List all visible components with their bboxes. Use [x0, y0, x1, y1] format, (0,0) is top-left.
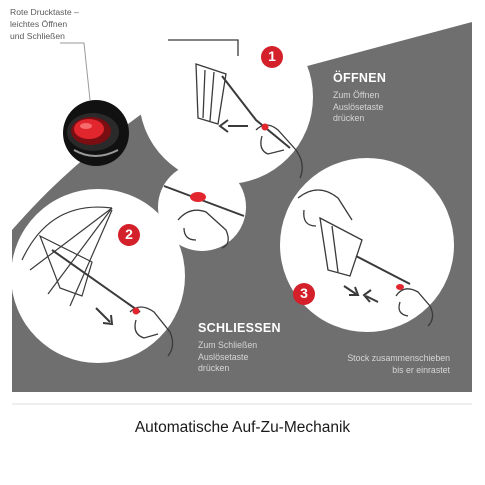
push-button-icon	[63, 100, 129, 166]
step-3-desc-line-2: bis er einrastet	[392, 364, 450, 375]
callout-line-1: Rote Drucktaste –	[10, 7, 79, 17]
step-3-description	[300, 353, 450, 376]
step-1-desc-line-3: drücken	[333, 113, 365, 123]
step-1-title: ÖFFNEN	[333, 71, 387, 85]
step-1-desc-line-1: Zum Öffnen	[333, 90, 380, 100]
step-1-number: 1	[268, 48, 276, 64]
callout-line-2: leichtes Öffnen	[10, 19, 68, 29]
step-1-description	[333, 90, 383, 125]
callout-text	[10, 6, 79, 42]
caption: Automatische Auf-Zu-Mechanik	[134, 419, 351, 436]
callout-line-3: und Schließen	[10, 31, 65, 41]
step-2-desc-line-2: Auslösetaste	[198, 351, 249, 362]
step-2-title: SCHLIESSEN	[198, 321, 281, 335]
step-1-desc-line-2: Auslösetaste	[333, 101, 384, 112]
step-2-number: 2	[125, 226, 133, 242]
step-3-number: 3	[300, 285, 308, 301]
callout-leader-line	[60, 43, 90, 100]
step-2-illustration	[11, 189, 185, 363]
step-2-desc-line-1: Zum Schließen	[198, 340, 258, 350]
step-1-illustration	[139, 10, 313, 184]
step-2-desc-line-3: drücken	[198, 363, 230, 373]
step-3-desc-line-1: Stock zusammenschieben	[347, 353, 450, 363]
step-3-illustration	[280, 158, 454, 332]
step-2-description	[198, 340, 257, 375]
